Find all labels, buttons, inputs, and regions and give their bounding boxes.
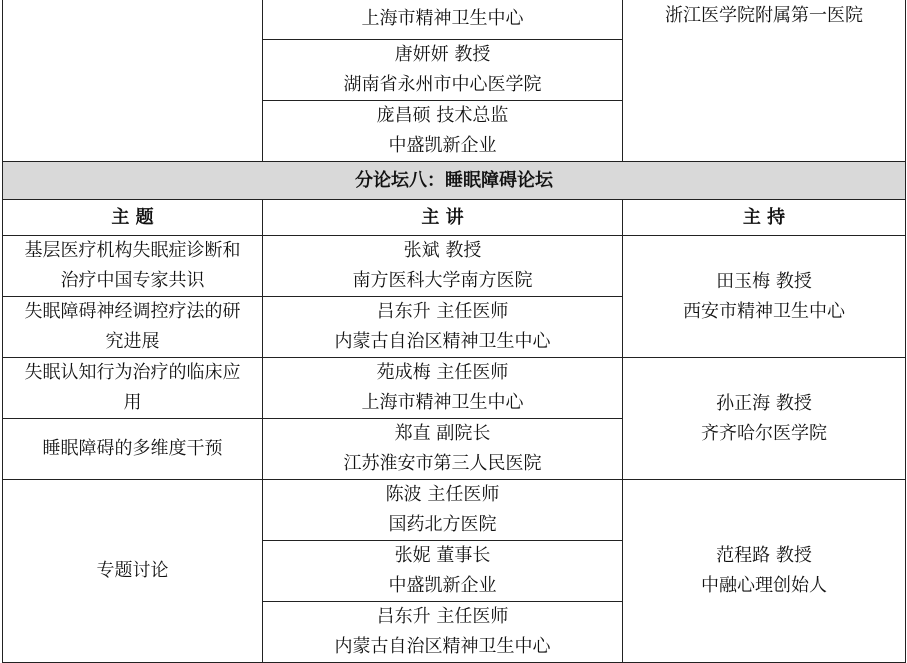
speaker-name: 吕东升 主任医师 [376, 606, 509, 627]
host-org: 西安市精神卫生中心 [683, 300, 845, 322]
topic-cell [3, 297, 263, 358]
speaker-name: 唐妍妍 教授 [394, 44, 491, 65]
speaker-cell [263, 0, 623, 40]
header-host: 主 持 [623, 200, 906, 236]
speaker-cell [263, 101, 623, 162]
speaker-cell [263, 236, 623, 297]
speaker-name: 张斌 教授 [403, 240, 482, 261]
header-topic: 主 题 [3, 200, 263, 236]
speaker-org: 江苏淮安市第三人民医院 [343, 453, 542, 474]
speaker-org: 国药北方医院 [388, 514, 497, 535]
host-name: 田玉梅 教授 [716, 270, 812, 292]
speaker-org: 上海市精神卫生中心 [361, 392, 524, 413]
speaker-cell [263, 602, 623, 663]
speaker-org: 内蒙古自治区精神卫生中心 [334, 636, 551, 657]
topic-line: 用 [123, 392, 142, 413]
speaker-name: 庞昌硕 技术总监 [376, 105, 509, 126]
topic-line: 失眠障碍神经调控疗法的研 [24, 301, 241, 322]
host-cell [623, 236, 906, 358]
host-org: 浙江医学院附属第一医院 [665, 5, 863, 26]
speaker-org: 内蒙古自治区精神卫生中心 [334, 331, 551, 352]
topic-cell [3, 236, 263, 297]
empty-topic-cell [3, 0, 263, 162]
speaker-cell [263, 297, 623, 358]
topic-line: 失眠认知行为治疗的临床应 [24, 362, 241, 383]
speaker-name: 吕东升 主任医师 [376, 301, 509, 322]
speaker-name: 郑直 副院长 [394, 423, 491, 444]
host-name: 范程路 教授 [716, 545, 812, 566]
speaker-name: 苑成梅 主任医师 [376, 362, 509, 383]
speaker-org: 中盛凯新企业 [388, 575, 497, 596]
speaker-org: 湖南省永州市中心医学院 [343, 74, 542, 95]
speaker-cell [263, 358, 623, 419]
speaker-name: 陈波 主任医师 [385, 484, 500, 505]
speaker-cell [263, 419, 623, 480]
topic-cell [3, 358, 263, 419]
forum-title: 分论坛八：睡眠障碍论坛 [3, 162, 906, 200]
host-org: 齐齐哈尔医学院 [701, 422, 827, 444]
speaker-org: 上海市精神卫生中心 [361, 8, 524, 29]
discussion-topic: 专题讨论 [3, 480, 263, 663]
host-cell [623, 358, 906, 480]
host-cell [623, 0, 906, 162]
host-cell [623, 480, 906, 663]
speaker-name: 张妮 董事长 [394, 545, 491, 566]
host-name: 孙正海 教授 [716, 392, 812, 414]
speaker-cell [263, 40, 623, 101]
host-org: 中融心理创始人 [701, 575, 827, 596]
speaker-cell [263, 541, 623, 602]
topic-line: 治疗中国专家共识 [60, 270, 205, 291]
topic-line: 究进展 [105, 331, 160, 352]
topic-line: 睡眠障碍的多维度干预 [42, 438, 223, 459]
speaker-org: 南方医科大学南方医院 [352, 270, 533, 291]
agenda-table [2, 0, 906, 663]
topic-line: 基层医疗机构失眠症诊断和 [24, 240, 241, 261]
topic-cell [3, 419, 263, 480]
header-speaker: 主 讲 [263, 200, 623, 236]
speaker-cell [263, 480, 623, 541]
speaker-org: 中盛凯新企业 [388, 135, 497, 156]
